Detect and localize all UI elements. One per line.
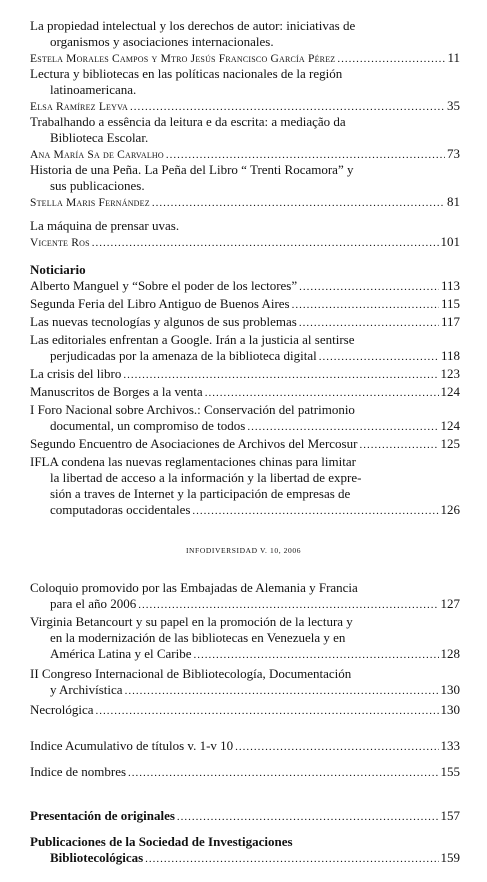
list-item <box>30 808 460 825</box>
entry-title: Lectura y bibliotecas en las políticas nacionales de la región <box>30 66 343 81</box>
item-title: Indice Acumulativo de títulos v. 1-v 10 <box>30 738 234 753</box>
entry-author: Ana María Sa de Carvalho <box>30 149 164 161</box>
entry-title: Historia de una Peña. La Peña del Libro “ Trenti Rocamora” y <box>30 162 354 177</box>
list-item <box>30 702 460 719</box>
item-title: Segunda Feria del Libro Antiguo de Buenos Aires <box>30 296 290 311</box>
page-number: 128 <box>440 646 460 661</box>
page-number: 117 <box>440 314 460 329</box>
list-item <box>30 278 460 295</box>
item-title: Necrológica <box>30 702 94 717</box>
page-number: 73 <box>447 146 460 161</box>
entry-author: Stella Maris Fernández <box>30 197 150 209</box>
item-title: computadoras occidentales <box>50 502 191 517</box>
page-number: 124 <box>440 384 460 399</box>
entry-author-line <box>30 194 460 211</box>
section-heading: Noticiario <box>30 262 86 277</box>
entry-title: Trabalhando a essência da leitura e da escrita: a mediação da <box>30 114 346 129</box>
item-title: América Latina y el Caribe <box>50 646 192 661</box>
page-number: 123 <box>440 366 460 381</box>
running-head: INFODIVERSIDAD V. 10, 2006 <box>185 546 302 555</box>
item-title: Virginia Betancourt y su papel en la promoción de la lectura y <box>30 614 353 629</box>
page-number: 130 <box>440 682 460 697</box>
item-title: Coloquio promovido por las Embajadas de Alemania y Francia <box>30 580 358 595</box>
list-item <box>30 314 460 331</box>
page-number: 113 <box>440 278 460 293</box>
entry-author-line <box>30 98 460 115</box>
item-title: la libertad de acceso a la información y la libertad de expre- <box>50 470 362 485</box>
entry-title: latinoamericana. <box>50 82 137 97</box>
list-item <box>30 682 460 699</box>
page-number: 155 <box>440 764 460 779</box>
item-title: perjudicadas por la amenaza de la biblioteca digital <box>50 348 317 363</box>
page-number: 159 <box>440 850 460 865</box>
item-title: Presentación de originales <box>30 808 175 823</box>
page-number: 130 <box>440 702 460 717</box>
item-title: Manuscritos de Borges a la venta <box>30 384 203 399</box>
page-number: 81 <box>447 194 460 209</box>
page-number: 35 <box>447 98 460 113</box>
entry-title: La máquina de prensar uvas. <box>30 218 180 233</box>
list-item <box>30 384 460 401</box>
list-item <box>30 436 460 453</box>
item-title: I Foro Nacional sobre Archivos.: Conservación del patrimonio <box>30 402 355 417</box>
page-number: 127 <box>440 596 460 611</box>
item-title: IFLA condena las nuevas reglamentaciones chinas para limitar <box>30 454 356 469</box>
item-title: Las editoriales enfrentan a Google. Irán a la justicia al sentirse <box>30 332 355 347</box>
page-number: 157 <box>440 808 460 823</box>
page-number: 126 <box>440 502 460 517</box>
list-item <box>30 764 460 781</box>
entry-title: La propiedad intelectual y los derechos de autor: iniciativas de <box>30 18 356 33</box>
page-number: 115 <box>440 296 460 311</box>
item-title: II Congreso Internacional de Bibliotecología, Documentación <box>30 666 352 681</box>
entry-author: Vicente Ros <box>30 237 90 249</box>
list-item <box>30 646 460 663</box>
list-item <box>30 738 460 755</box>
entry-author-line <box>30 146 460 163</box>
page-number: 133 <box>440 738 460 753</box>
item-title: sión a traves de Internet y la participación de empresas de <box>50 486 351 501</box>
entry-author-line <box>30 234 460 251</box>
page-number: 125 <box>440 436 460 451</box>
item-title: Segundo Encuentro de Asociaciones de Archivos del Mercosur <box>30 436 358 451</box>
list-item <box>30 596 460 613</box>
list-item <box>30 418 460 435</box>
item-title: y Archivística <box>50 682 123 697</box>
item-title: en la modernización de las bibliotecas en Venezuela y en <box>50 630 346 645</box>
item-title: Indice de nombres <box>30 764 127 779</box>
item-title: Las nuevas tecnologías y algunos de sus problemas <box>30 314 297 329</box>
page-number: 101 <box>440 234 460 249</box>
item-title: documental, un compromiso de todos <box>50 418 246 433</box>
page-number: 124 <box>440 418 460 433</box>
entry-title: organismos y asociaciones internacionales. <box>50 34 274 49</box>
item-title: La crisis del libro <box>30 366 122 381</box>
entry-author: Elsa Ramírez Leyva <box>30 101 129 113</box>
entry-title: Biblioteca Escolar. <box>50 130 149 145</box>
entry-title: sus publicaciones. <box>50 178 145 193</box>
list-item <box>30 348 460 365</box>
item-title: Bibliotecológicas <box>50 850 144 865</box>
list-item <box>30 850 460 867</box>
list-item <box>30 502 460 519</box>
entry-author: Estela Morales Campos y Mtro Jesús Francisco García Pérez <box>30 53 336 65</box>
list-item <box>30 366 460 383</box>
page-number: 11 <box>447 50 460 65</box>
item-title: Publicaciones de la Sociedad de Investigaciones <box>30 834 293 849</box>
item-title: para el año 2006 <box>50 596 137 611</box>
entry-author-line <box>30 50 460 67</box>
item-title: Alberto Manguel y “Sobre el poder de los lectores” <box>30 278 298 293</box>
page-number: 118 <box>440 348 460 363</box>
list-item <box>30 296 460 313</box>
